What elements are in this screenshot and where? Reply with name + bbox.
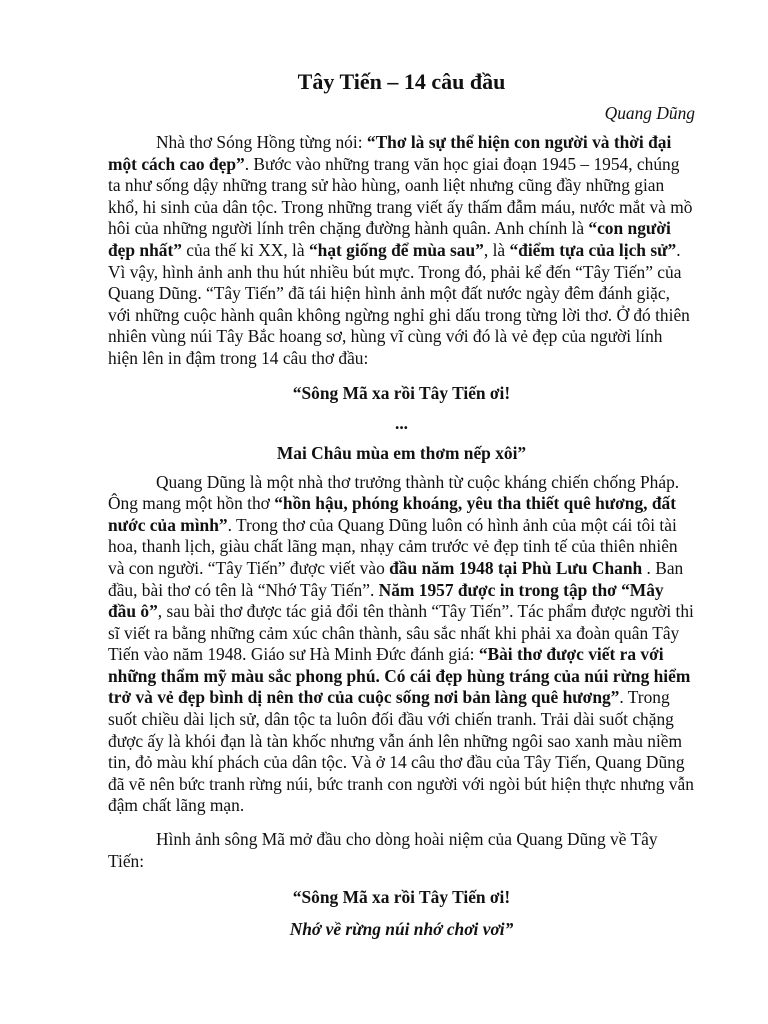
body-text: của thế kỉ XX, là [181,239,309,260]
emphasis-text: “điểm tựa của lịch sử” [509,239,677,260]
verse-line: “Sông Mã xa rồi Tây Tiến ơi! [292,382,511,403]
body-text: . Bước vào những trang văn học giai đoạn 1945 – 1954, chúng ta như sống dậy những trang sử hào hùng, oanh liệt nhưng cũng đầy những gian khổ, hi sinh của dân tộc. Trong những trang viết ấy thấm đẫm máu, nước mắt và mồ hôi của những người lính trên chặng đường hành quân. Anh chính là [108,153,693,239]
verse-line: “Sông Mã xa rồi Tây Tiến ơi! [292,887,511,908]
emphasis-text: “Thơ là sự thể hiện con người và thời đại một cách cao đẹp” [108,132,672,174]
body-text: Nhà thơ Sóng Hồng từng nói: [156,132,367,152]
paragraph-analysis [108,472,695,818]
emphasis-text: “Bài thơ được viết ra với những thẩm mỹ màu sắc phong phú. Có cái đẹp hùng tráng của núi rừng hiểm trở và vẻ đẹp bình dị nên thơ của cuộc sống nơi bản làng quê hương” [108,644,691,708]
emphasis-text: đầu năm 1948 tại Phù Lưu Chanh [389,557,643,578]
body-text: , là [483,239,510,260]
emphasis-text: “con người đẹp nhất” [108,218,671,260]
verse-line: Nhớ về rừng núi nhớ chơi vơi” [289,919,514,940]
body-text: . Vì vậy, hình ảnh anh thu hút nhiều bút mực. Trong đó, phải kể đến “Tây Tiến” của Quang Dũng. “Tây Tiến” đã tái hiện hình ảnh một đất nước ngày đêm đánh giặc, với những cuộc hành quân không ngừng nghỉ ghi dấu trong từng lời thơ. Ở đó thiên nhiên vùng núi Tây Bắc hoang sơ, hùng vĩ cùng với đó là vẻ đẹp của người lính hiện lên in đậm trong 14 câu thơ đầu: [108,239,690,368]
body-text: . Ban đầu, bài thơ có tên là “Nhớ Tây Tiến”. [108,557,684,600]
document-title: Tây Tiến – 14 câu đầu [297,69,506,94]
body-text: , sau bài thơ được tác giả đổi tên thành “Tây Tiến”. Tác phẩm được người thi sĩ viết ra bằng những cảm xúc chân thành, sâu sắc nhất khi phải xa đoàn quân Tây Tiến vào năm 1948. Giáo sư Hà Minh Đức đánh giá: [108,601,694,665]
body-text: . Trong thơ của Quang Dũng luôn có hình ảnh của một cái tôi tài hoa, thanh lịch, giàu chất lãng mạn, nhạy cảm trước vẻ đẹp tinh tế của thiên nhiên và con người. “Tây Tiến” được viết vào [108,514,678,578]
document-author: Quang Dũng [604,103,695,123]
emphasis-text: “hạt giống để mùa sau” [308,239,484,260]
verse-ellipsis: ... [394,412,409,433]
document-page [108,66,695,940]
paragraph-song-ma [108,829,695,872]
body-text: Quang Dũng là một nhà thơ trưởng thành từ cuộc kháng chiến chống Pháp. Ông mang một hồn thơ [108,471,680,514]
paragraph-intro [108,132,695,370]
emphasis-text: “hồn hậu, phóng khoáng, yêu tha thiết quê hương, đất nước của mình” [108,493,677,535]
body-text: Hình ảnh sông Mã mở đầu cho dòng hoài niệm của Quang Dũng về Tây Tiến: [108,829,658,871]
body-text: . Trong suốt chiều dài lịch sử, dân tộc ta luôn đối đầu với chiến tranh. Trải dài suốt chặng được ấy là khói đạn là tàn khốc nhưng vẫn ánh lên những ngôi sao xanh màu niềm tin, đỏ màu khí phách của dân tộc. Và ở 14 câu thơ đầu của Tây Tiến, Quang Dũng đã vẽ nên bức tranh rừng núi, bức tranh con người với ngòi bút hiện thực nhưng vẫn đậm chất lãng mạn. [108,687,694,816]
verse-line: Mai Châu mùa em thơm nếp xôi” [276,442,527,463]
emphasis-text: Năm 1957 được in trong tập thơ “Mây đầu ô” [108,579,664,622]
